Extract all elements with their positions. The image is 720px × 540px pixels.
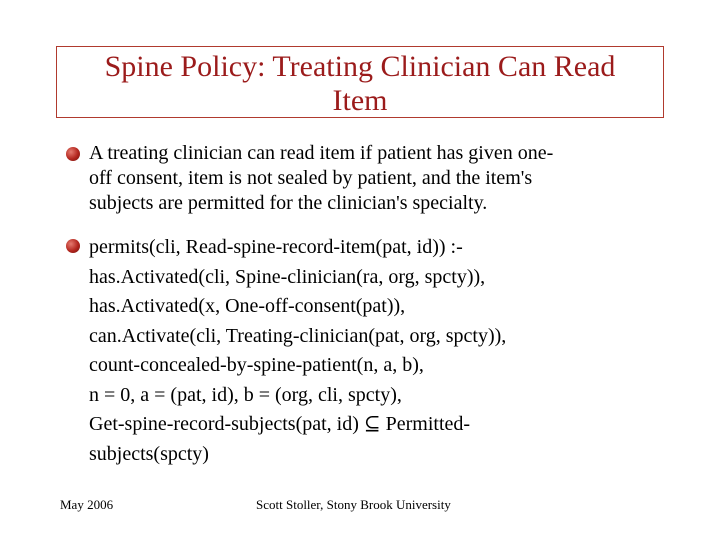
footer-author: Scott Stoller, Stony Brook University	[256, 497, 451, 512]
bullet-2-line: has.Activated(cli, Spine-clinician(ra, org, spcty)),	[89, 265, 486, 288]
red-sphere-bullet-icon	[66, 239, 80, 253]
bullet-2-line: count-concealed-by-spine-patient(n, a, b),	[89, 354, 424, 376]
bullet-2-line: has.Activated(x, One-off-consent(pat)),	[89, 295, 406, 317]
bullet-2-line: Get-spine-record-subjects(pat, id) ⊆ Permitted-	[89, 413, 471, 435]
slide-title-line-2: Item	[332, 84, 388, 117]
bullet-paragraph-1	[89, 141, 689, 216]
bullet-2-line: can.Activate(cli, Treating-clinician(pat, org, spcty)),	[89, 324, 507, 347]
bullet-1-line: subjects are permitted for the clinician's specialty.	[89, 192, 488, 214]
bullet-2-line: n = 0, a = (pat, id), b = (org, cli, spcty),	[89, 383, 402, 406]
bullet-2-line: subjects(spcty)	[89, 442, 209, 465]
bullet-1-line: A treating clinician can read item if patient has given one-	[89, 142, 554, 164]
bullet-2-line: permits(cli, Read-spine-record-item(pat, id)) :-	[89, 236, 463, 258]
bullet-1-line: off consent, item is not sealed by patient, and the item's	[89, 167, 533, 189]
bullet-paragraph-2	[89, 233, 689, 469]
footer-date: May 2006	[60, 497, 114, 512]
red-sphere-bullet-icon	[66, 147, 80, 161]
slide-title-line-1: Spine Policy: Treating Clinician Can Read	[104, 50, 616, 83]
slide-title	[56, 46, 664, 118]
